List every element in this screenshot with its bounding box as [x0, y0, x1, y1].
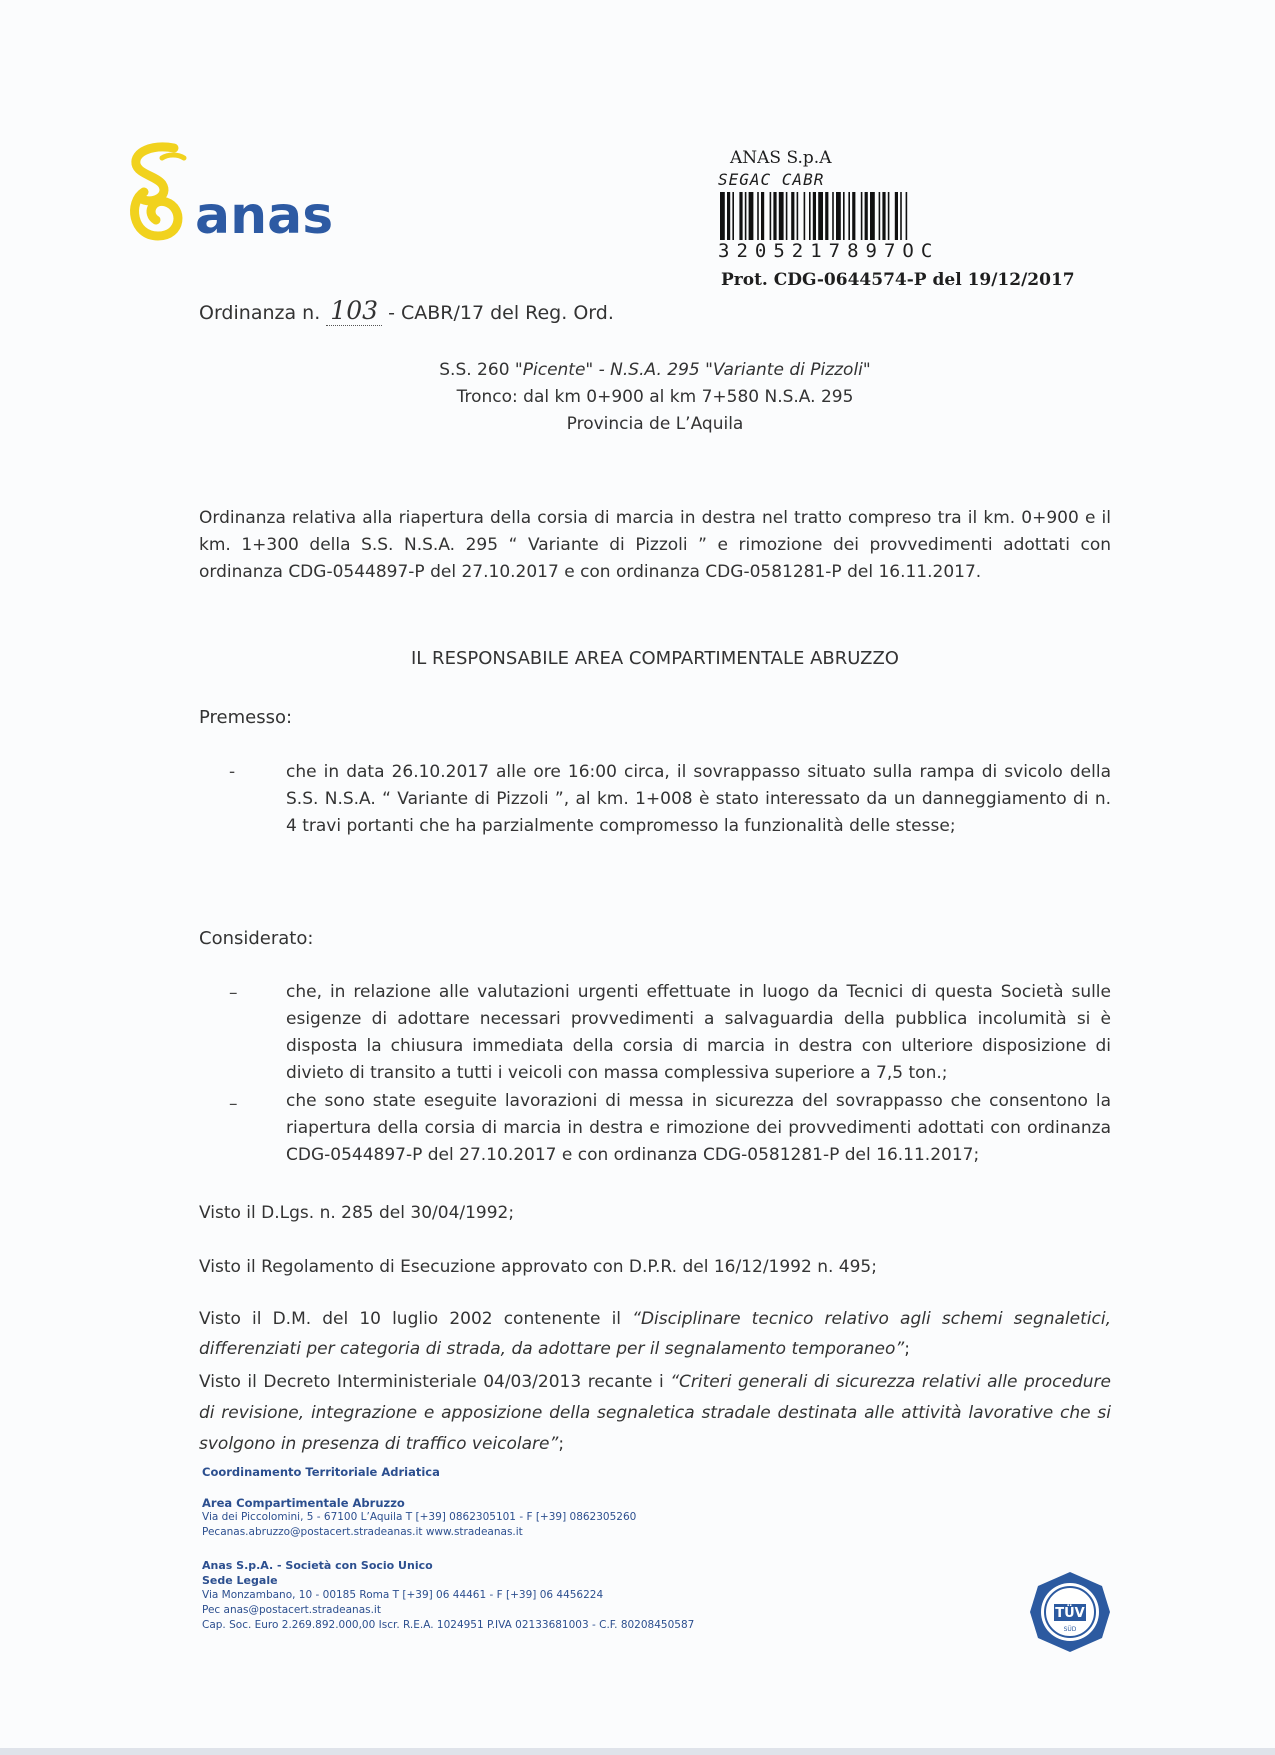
barcode-bar [848, 192, 850, 240]
premesso-item: che in data 26.10.2017 alle ore 16:00 circa, il sovrappasso situato sulla rampa di svicolo della S.S. N.S.A. “ Variante di Pizzoli ”, al km. 1+008 è stato interessato da un danneggiamento di n. 4 travi portanti che ha parzialmente compromesso la funzionalità delle stesse; [286, 762, 1111, 836]
road-heading [200, 357, 1110, 438]
premesso-label: Premesso: [199, 707, 293, 728]
barcode-bar [852, 192, 855, 240]
barcode [718, 192, 1044, 240]
footer-area-title: Area Compartimentale Abruzzo [202, 1496, 405, 1510]
barcode-bar [843, 192, 845, 240]
barcode-bar [882, 192, 885, 240]
considerato-bullet-2: – [229, 1094, 238, 1114]
visto-dm-title: “Disciplinare tecnico relativo agli schemi segnaletici, differenziati per categoria di strada, da adottare per il segnalamento temporaneo” [199, 1309, 1111, 1359]
visto-dlgs [199, 1200, 1111, 1227]
barcode-bar [900, 192, 902, 240]
authority-title: IL RESPONSABILE AREA COMPARTIMENTALE ABRUZZO [411, 648, 899, 669]
barcode-bar [861, 192, 863, 240]
barcode-bar [749, 192, 754, 240]
road-names: "Picente" - N.S.A. 295 "Variante di Pizzoli" [514, 360, 871, 380]
road-line-2: Tronco: dal km 0+900 al km 7+580 N.S.A. 295 [456, 387, 854, 407]
barcode-bar [791, 192, 794, 240]
tuv-mark-text: TÜV [1055, 1606, 1085, 1621]
barcode-bar [720, 192, 725, 240]
visto-decreto-title: “Criteri generali di sicurezza relativi alle procedure di revisione, integrazione e apposizione della segnaletica stradale destinata alle attività lavorative che si svolgono in presenza di traffico veicolare” [199, 1372, 1111, 1454]
barcode-bar [804, 192, 806, 240]
visto-decreto-text: Visto il Decreto Interministeriale 04/03/2013 recante i [199, 1372, 671, 1392]
barcode-number: 3205217897OC [718, 240, 940, 262]
barcode-bar [895, 192, 898, 240]
visto-regolamento-text: Visto il Regolamento di Esecuzione approvato con D.P.R. del 16/12/1992 n. 495; [199, 1257, 877, 1277]
barcode-bar [865, 192, 868, 240]
visto-decreto [199, 1367, 1111, 1460]
barcode-bar [797, 192, 799, 240]
considerato-item-1: che, in relazione alle valutazioni urgenti effettuate in luogo da Tecnici di questa Società sulle esigenze di adottare necessari provvedimenti a salvaguardia della pubblica incolumità si è disposta la chiusura immediata della corsia di marcia in destra con ulteriore disposizione di divieto di transito a tutti i veicoli con massa complessiva superiore a 7,5 ton.; [286, 982, 1111, 1083]
considerato-label: Considerato: [199, 928, 314, 949]
anas-logo [122, 140, 362, 250]
ordinanza-suffix: - CABR/17 del Reg. Ord. [388, 302, 614, 324]
footer-pec: Pec anas@postacert.stradeanas.it [202, 1604, 381, 1616]
visto-dlgs-text: Visto il D.Lgs. n. 285 del 30/04/1992; [199, 1203, 515, 1223]
ordinance-subject: Ordinanza relativa alla riapertura della corsia di marcia in destra nel tratto compreso tra il km. 0+900 e il km. 1+300 della S.S. N.S.A. 295 “ Variante di Pizzoli ” e rimozione dei provvedimenti adottati con ordinanza CDG-0544897-P del 27.10.2017 e con ordinanza CDG-0581281-P del 16.11.2017. [199, 508, 1111, 582]
footer-area-contacts: Pecanas.abruzzo@postacert.stradeanas.it www.stradeanas.it [202, 1526, 523, 1538]
visto-dm-end: ; [904, 1339, 910, 1359]
footer-sede-label: Sede Legale [202, 1574, 278, 1587]
stamp-company: ANAS S.p.A [730, 148, 832, 168]
barcode-bar [825, 192, 828, 240]
barcode-bar [757, 192, 759, 240]
barcode-bar [818, 192, 823, 240]
barcode-bar [906, 192, 908, 240]
considerato-bullet-1: – [229, 983, 238, 1003]
barcode-bar [813, 192, 816, 240]
footer-coordinamento: Coordinamento Territoriale Adriatica [202, 1465, 440, 1479]
protocol-stamp [718, 148, 1078, 298]
road-line-3: Provincia de L’Aquila [566, 414, 744, 434]
footer-area-block [202, 1496, 636, 1540]
barcode-bar [870, 192, 875, 240]
barcode-bar [779, 192, 784, 240]
barcode-bar [809, 192, 811, 240]
scan-edge [0, 1748, 1275, 1755]
footer-area-address: Via dei Piccolomini, 5 - 67100 L’Aquila T [+39] 0862305101 - F [+39] 0862305260 [202, 1511, 637, 1523]
visto-dm [199, 1304, 1111, 1364]
barcode-bar [773, 192, 776, 240]
visto-dm-text: Visto il D.M. del 10 luglio 2002 contenente il [199, 1309, 633, 1329]
barcode-bar [761, 192, 764, 240]
anas-wordmark: anas [195, 186, 334, 246]
road-line-1 [200, 357, 1110, 384]
ordinanza-prefix: Ordinanza n. [199, 302, 321, 324]
ordinanza-number-line [199, 296, 614, 326]
road-code: S.S. 260 [439, 360, 515, 380]
visto-decreto-end: ; [558, 1434, 565, 1454]
footer-company: Anas S.p.A. - Società con Socio Unico [202, 1559, 433, 1572]
anas-swirl-icon [122, 140, 202, 250]
stamp-office: SEGAC CABR [718, 170, 825, 189]
barcode-bar [786, 192, 788, 240]
barcode-bar [832, 192, 834, 240]
barcode-bar [888, 192, 890, 240]
barcode-bar [745, 192, 747, 240]
premesso-bullet: - [229, 762, 236, 782]
barcode-bar [836, 192, 841, 240]
barcode-bar [770, 192, 772, 240]
barcode-bar [879, 192, 881, 240]
ordinanza-handwritten-number: 103 [326, 296, 382, 326]
tuv-mark-sub: SÜD [1063, 1626, 1077, 1633]
barcode-bar [732, 192, 734, 240]
considerato-item-2: che sono state eseguite lavorazioni di messa in sicurezza del sovrappasso che consentono la riapertura della corsia di marcia in destra e rimozione dei provvedimenti adottati con ordinanza CDG-0544897-P del 27.10.2017 e con ordinanza CDG-0581281-P del 16.11.2017; [286, 1091, 1111, 1165]
protocol-number: Prot. CDG-0644574-P del 19/12/2017 [721, 270, 1075, 290]
footer-sede-address: Via Monzambano, 10 - 00185 Roma T [+39] 06 44461 - F [+39] 06 4456224 [202, 1589, 604, 1601]
visto-regolamento [199, 1254, 1111, 1281]
barcode-bar [727, 192, 730, 240]
tuv-certification-icon [1028, 1570, 1112, 1654]
footer-capital: Cap. Soc. Euro 2.269.892.000,00 Iscr. R.E.A. 1024951 P.IVA 02133681003 - C.F. 80208450587 [202, 1619, 695, 1631]
barcode-bar [739, 192, 742, 240]
footer-company-block [202, 1558, 694, 1633]
